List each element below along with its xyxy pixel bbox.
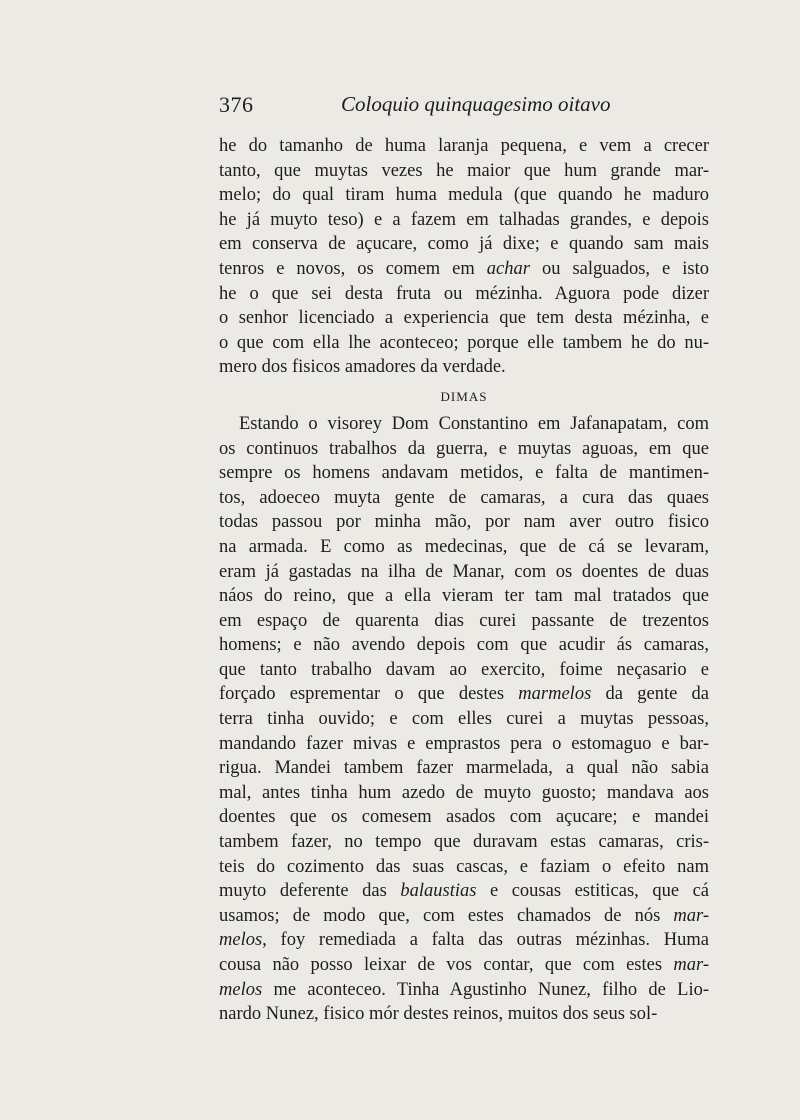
body-text <box>219 134 709 1027</box>
page-header <box>219 92 709 122</box>
italic-term: marmelos <box>518 684 592 705</box>
text-line: todas passou por minha mão, por nam aver outro fisico <box>219 512 709 533</box>
text-line: homens; e não avendo depois com que acudir ás camaras, <box>219 635 709 656</box>
text-line: o que com ella lhe aconteceo; porque elle tambem he do nu- <box>219 332 709 353</box>
text-line: tos, adoeceo muyta gente de camaras, a cura das quaes <box>219 487 709 508</box>
text-line: teis do cozimento das suas cascas, e faziam o efeito nam <box>219 856 709 877</box>
text-line: mandando fazer mivas e emprastos pera o estomaguo e bar- <box>219 733 709 754</box>
text-line: melo; do qual tiram huma medula (que quando he maduro <box>219 185 709 206</box>
text-line: melos me aconteceo. Tinha Agustinho Nunez, filho de Lio- <box>219 979 709 1000</box>
text-line: doentes que os comesem asados com açucare; e mandei <box>219 807 709 828</box>
text-line: nardo Nunez, fisico mór destes reinos, muitos dos seus sol- <box>219 1004 658 1025</box>
text-line: mero dos fisicos amadores da verdade. <box>219 357 506 378</box>
text-line: terra tinha ouvido; e com elles curei a muytas pessoas, <box>219 709 709 730</box>
text-line: os continuos trabalhos da guerra, e muytas aguoas, em que <box>219 438 709 459</box>
text-line: eram já gastadas na ilha de Manar, com os doentes de duas <box>219 561 709 582</box>
text-line: sempre os homens andavam metidos, e falta de mantimen- <box>219 463 709 484</box>
text-line: o senhor licenciado a experiencia que tem desta mézinha, e <box>219 308 709 329</box>
text-line: he o que sei desta fruta ou mézinha. Aguora pode dizer <box>219 283 709 304</box>
italic-term: mar- <box>673 955 709 975</box>
italic-term: mar- <box>673 905 709 926</box>
text-line: na armada. E como as medecinas, que de cá se levaram, <box>219 536 709 557</box>
running-title: Coloquio quinquagesimo oitavo <box>341 92 611 116</box>
text-line: tanto, que muytas vezes he maior que hum grande mar- <box>219 160 709 181</box>
text-line: usamos; de modo que, com estes chamados de nós mar- <box>219 905 709 926</box>
text-line: melos, foy remediada a falta das outras mézinhas. Huma <box>219 930 709 951</box>
text-line: rigua. Mandei tambem fazer marmelada, a qual não sabia <box>219 758 709 779</box>
text-line: que tanto trabalho davam ao exercito, foime neçasario e <box>219 659 709 680</box>
italic-term: achar <box>486 258 530 279</box>
text-line: cousa não posso leixar de vos contar, que com estes mar- <box>219 955 709 975</box>
paragraph-1 <box>219 134 709 380</box>
text-line: náos do reino, que a ella vieram ter tam mal tratados que <box>219 586 709 607</box>
text-line: mal, antes tinha hum azedo de muyto guosto; mandava aos <box>219 782 709 803</box>
italic-term: melos <box>219 979 263 1000</box>
text-line: em espaço de quarenta dias curei passante de trezentos <box>219 610 709 631</box>
text-line: tenros e novos, os comem em achar ou salguados, e isto <box>219 258 709 279</box>
paragraph-2 <box>219 412 709 1027</box>
text-line: forçado esprementar o que destes marmelos da gente da <box>219 684 709 705</box>
italic-term: balaustias <box>400 881 477 902</box>
text-line: em conserva de açucare, como já dixe; e quando sam mais <box>219 234 709 255</box>
italic-term: melos, <box>219 930 267 951</box>
text-line: Estando o visorey Dom Constantino em Jafanapatam, com <box>239 413 709 434</box>
text-line: tambem fazer, no tempo que duravam estas camaras, cris- <box>219 832 709 853</box>
text-line: he do tamanho de huma laranja pequena, e vem a crecer <box>219 136 709 156</box>
text-line: muyto deferente das balaustias e cousas estiticas, que cá <box>219 881 709 902</box>
speaker-heading: DIMAS <box>440 388 488 404</box>
text-line: he já muyto teso) e a fazem em talhadas grandes, e depois <box>219 209 709 230</box>
page-number: 376 <box>219 92 254 117</box>
